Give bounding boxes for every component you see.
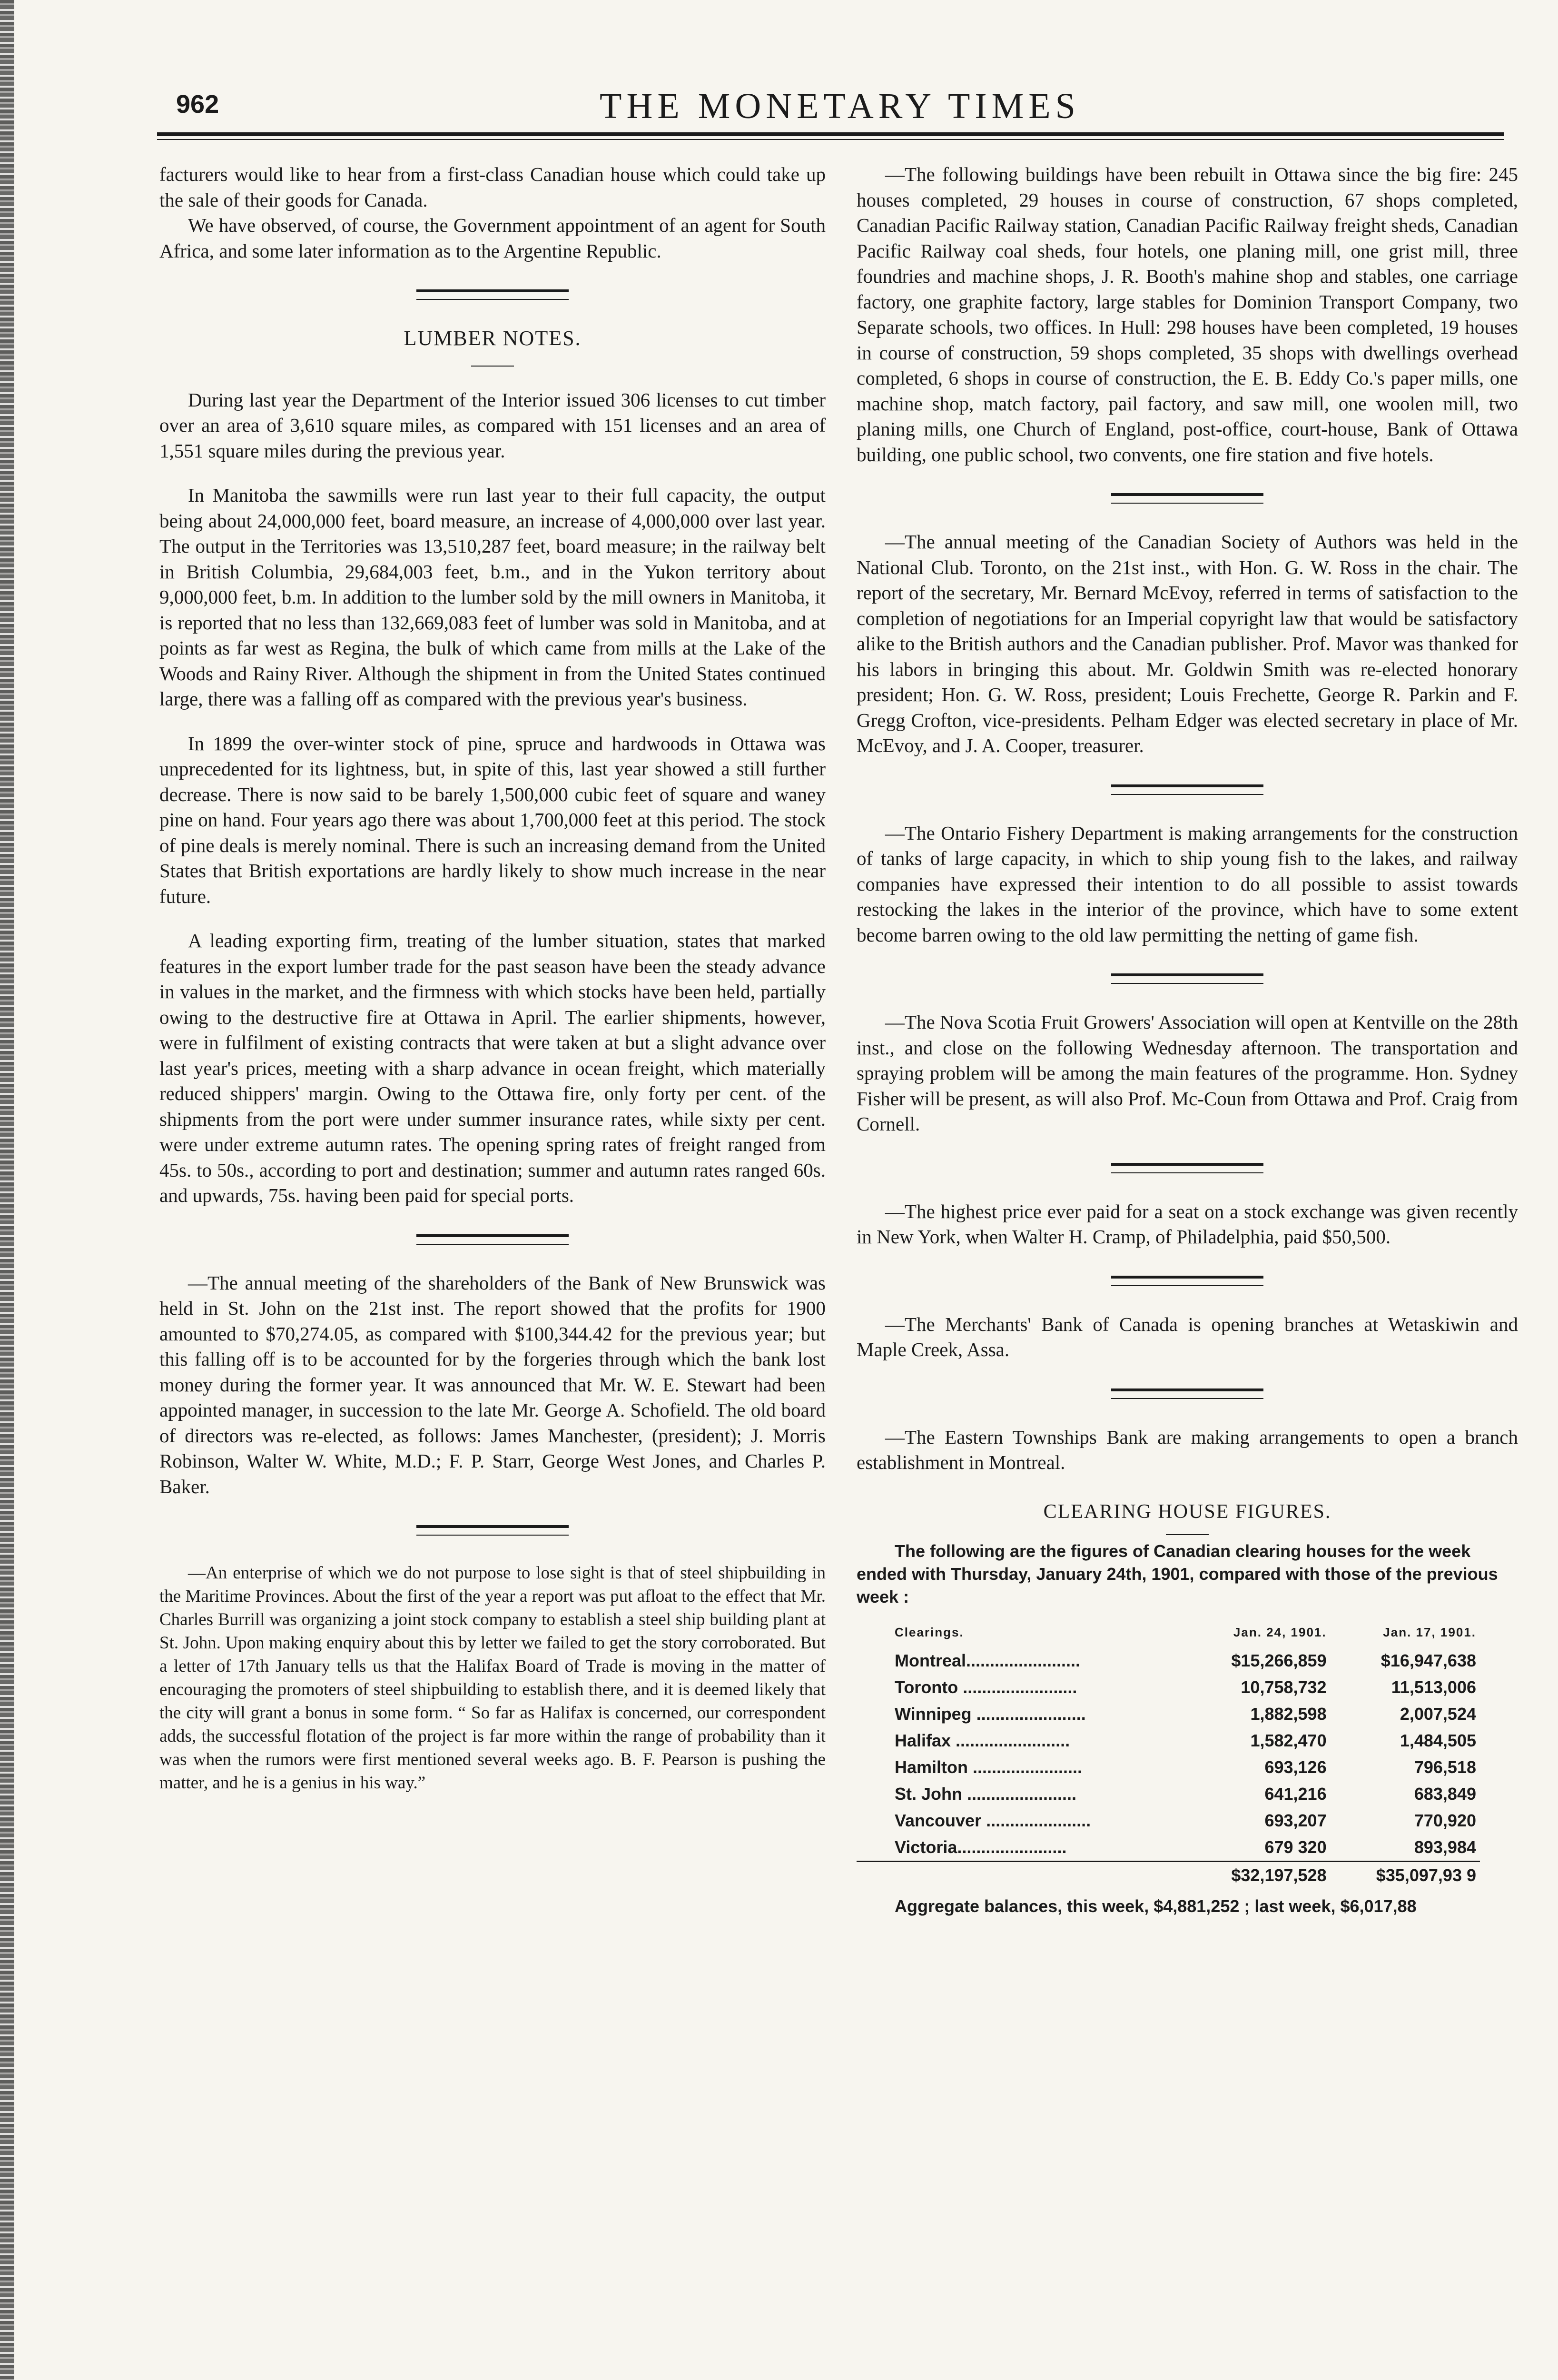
section-separator [1111,1276,1263,1286]
jan17-value: 893,984 [1414,1837,1476,1857]
city-name: Victoria....................... [895,1837,1067,1857]
bank-new-brunswick-article: —The annual meeting of the shareholders of the Bank of New Brunswick was held in St. John on the 21st inst. The report showed that the profits for 1900 amounted to $70,274.05, as compared with $100,344.42 for the previous year; but this falling off is to be accounted for by the forgeries through which the bank lost money during the former year. It was announced that Mr. W. E. Stewart had been appointed manager, in succession to the late Mr. George A. Schofield. The old board of directors was re-elected, as follows: James Manchester, (president); J. Morris Robinson, Walter W. White, M.D.; F. P. Starr, George West Jones, and Charles P. Baker. [159,1271,826,1497]
city-name: Vancouver ...................... [895,1810,1091,1830]
intro-paragraph-2: We have observed, of course, the Government appointment of an agent for South Africa, and some later information as to the Argentine Republic. [159,214,826,262]
table-row [857,1727,1480,1754]
jan24-value: 679 320 [1264,1837,1327,1857]
lumber-paragraph-3: In 1899 the over-winter stock of pine, spruce and hardwoods in Ottawa was unprecedented for its lightness, but, in spite of this, last year showed a still further decrease. There is now said to be barely 1,500,000 cubic feet of square and waney pine on hand. Four years ago there was about 1,700,000 feet at this period. The stock of pine deals is merely nominal. There is such an increasing demand from the United States that British exportations are hardly likely to show much increase in the near future. [159,732,826,907]
city-name: Halifax ........................ [895,1730,1070,1750]
section-separator [1111,1163,1263,1173]
table-row [857,1647,1480,1674]
table-row [857,1754,1480,1781]
table-row [857,1834,1480,1862]
jan24-total: $32,197,528 [1187,1861,1330,1889]
left-column [159,162,826,1795]
stock-exchange-seat-article: —The highest price ever paid for a seat on a stock exchange was given recently in New York, when Walter H. Cramp, of Philadelphia, paid $50,500. [857,1200,1518,1248]
city-name: Hamilton ....................... [895,1757,1083,1777]
steel-shipbuilding-article: —An enterprise of which we do not purpose to lose sight is that of steel shipbuilding in the Maritime Provinces. About the first of the year a report was put afloat to the effect that Mr. Charles Burrill was organizing a joint stock company to establish a steel ship building plant at St. John. Upon making enquiry about this by letter we failed to get the story corroborated. But a letter of 17th January tells us that the Halifax Board of Trade is moving in the matter of encouraging the promoters of steel shipbuilding to establish there, and it is deemed likely that the city will grant a bonus in some form. “ So far as Halifax is concerned, our correspondent adds, the successful flotation of the project is far more within the range of probability than it was when the rumors were first mentioned several weeks ago. B. F. Pearson is pushing the matter, and he is a genius in his way.” [159,1563,826,1793]
column-header-jan24: Jan. 24, 1901. [1233,1625,1327,1639]
heading-rule [471,366,514,367]
merchants-bank-article: —The Merchants' Bank of Canada is opening branches at Wetaskiwin and Maple Creek, Assa. [857,1313,1518,1360]
column-header-clearings: Clearings. [895,1625,964,1639]
section-separator [416,289,569,300]
clearing-house-table [857,1618,1480,1889]
jan17-value: $16,947,638 [1381,1650,1476,1670]
intro-paragraph-1: facturers would like to hear from a first-class Canadian house which could take up the sale of their goods for Canada. [159,163,826,211]
section-separator [1111,973,1263,984]
header-rule-thin [157,139,1504,140]
society-of-authors-article: —The annual meeting of the Canadian Society of Authors was held in the National Club. Toronto, on the 21st inst., with Hon. G. W. Ross in the chair. The report of the secretary, Mr. Bernard McEvoy, referred in terms of satisfaction to the completion of negotiations for an Imperial copyright law that would be satisfactory alike to the British authors and the Canadian publisher. Prof. Mavor was thanked for his labors in bringing this about. Mr. Goldwin Smith was re-elected honorary president; Hon. G. W. Ross, president; Louis Frechette, George R. Parkin and F. Gregg Crofton, vice-presidents. Pelham Edger was elected secretary in place of Mr. McEvoy, and J. A. Cooper, treasurer. [857,531,1518,756]
section-separator [416,1525,569,1536]
eastern-townships-bank-article: —The Eastern Townships Bank are making arrangements to open a branch establishment in Montreal. [857,1426,1518,1473]
jan17-value: 11,513,006 [1391,1677,1476,1697]
table-row [857,1701,1480,1727]
clearing-house-intro: The following are the figures of Canadian clearing houses for the week ended with Thursday, January 24th, 1901, compared with those of the previous week : [857,1541,1498,1606]
section-separator [1111,493,1263,504]
jan17-value: 2,007,524 [1400,1704,1476,1724]
ottawa-rebuilding-article: —The following buildings have been rebuilt in Ottawa since the big fire: 245 houses completed, 29 houses in course of construction, 67 shops completed, Canadian Pacific Railway station, Canadian Pacific Railway freight sheds, Canadian Pacific Railway coal sheds, four hotels, one planing mill, one grist mill, three foundries and machine shops, J. R. Booth's mahine shop and stables, one carriage factory, one graphite factory, large stables for Dominion Transport Company, two Separate schools, two offices. In Hull: 298 houses have been completed, 19 houses in course of construction, 59 shops completed, 35 shops with dwellings overhead completed, 6 shops in course of construction, the E. B. Eddy Co.'s paper mills, one machine shop, match factory, pail factory, and saw mill, one woolen mill, two planing mills, one Church of England, post-office, court-house, Bank of Ottawa building, one public school, two convents, one fire station and five hotels. [857,163,1518,466]
jan24-value: 693,207 [1264,1810,1327,1830]
header-rule-thick [157,132,1504,136]
jan17-value: 770,920 [1414,1810,1476,1830]
jan17-value: 796,518 [1414,1757,1476,1777]
section-separator [416,1234,569,1245]
fruit-growers-article: —The Nova Scotia Fruit Growers' Association will open at Kentville on the 28th inst., and close on the following Wednesday afternoon. The transportation and spraying problem will be among the main features of the programme. Hon. Sydney Fisher will be present, as will also Prof. Mc-Coun from Ottawa and Prof. Craig from Cornell. [857,1011,1518,1135]
city-name: Winnipeg ....................... [895,1704,1086,1724]
city-name: St. John ....................... [895,1784,1077,1804]
masthead-title: THE MONETARY TIMES [600,86,1080,126]
jan17-value: 1,484,505 [1400,1730,1476,1750]
table-row [857,1781,1480,1807]
aggregate-balances: Aggregate balances, this week, $4,881,252 ; last week, $6,017,88 [895,1896,1417,1916]
table-row [857,1674,1480,1701]
lumber-notes-heading: LUMBER NOTES. [404,327,582,350]
jan24-value: 10,758,732 [1241,1677,1327,1697]
jan17-total: $35,097,93 9 [1331,1861,1480,1889]
heading-rule [1166,1534,1209,1535]
city-name: Toronto ........................ [895,1677,1077,1697]
total-label [857,1861,1187,1889]
right-column [857,162,1518,1919]
jan24-value: 1,582,470 [1250,1730,1327,1750]
table-row [857,1807,1480,1834]
page-number: 962 [176,90,219,119]
jan24-value: 641,216 [1264,1784,1327,1804]
column-header-jan17: Jan. 17, 1901. [1383,1625,1476,1639]
jan17-value: 683,849 [1414,1784,1476,1804]
ontario-fishery-article: —The Ontario Fishery Department is making arrangements for the construction of tanks of large capacity, in which to ship young fish to the lakes, and railway companies have expressed their intention to do all possible to assist towards restocking the lakes in the interior of the province, which have to some extent become barren owing to the old law permitting the netting of game fish. [857,822,1518,946]
table-total-row [857,1861,1480,1889]
lumber-paragraph-2: In Manitoba the sawmills were run last year to their full capacity, the output being about 24,000,000 feet, board measure, an increase of 4,000,000 over last year. The output in the Territories was 13,510,287 feet, board measure; in the railway belt in British Columbia, 29,684,003 feet, b.m., and in the Yukon territory about 9,000,000 feet, b.m. In addition to the lumber sold by the mill owners in Manitoba, it is reported that no less than 132,669,083 feet of lumber was sold in Manitoba, and at points as far west as Regina, the bulk of which came from mills at the Lake of the Woods and Rainy River. Although the shipment in from the United States continued large, there was a falling off as compared with the previous year's business. [159,484,826,710]
section-separator [1111,1388,1263,1399]
jan24-value: $15,266,859 [1231,1650,1327,1670]
jan24-value: 693,126 [1264,1757,1327,1777]
scan-binding-edge [0,0,14,2380]
section-separator [1111,784,1263,795]
clearing-house-heading: CLEARING HOUSE FIGURES. [1043,1500,1331,1523]
jan24-value: 1,882,598 [1250,1704,1327,1724]
lumber-paragraph-1: During last year the Department of the Interior issued 306 licenses to cut timber over an area of 3,610 square miles, as compared with 151 licenses and an area of 1,551 square miles during the previous year. [159,388,826,462]
lumber-paragraph-4: A leading exporting firm, treating of the lumber situation, states that marked features in the export lumber trade for the past season have been the steady advance in values in the market, and the firmness with which stocks have been held, partially owing to the destructive fire at Ottawa in April. The earlier shipments, however, were in fulfilment of existing contracts that were taken at but a slight advance over last year's prices, meeting with a sharp advance in ocean freight, which materially reduced shippers' margin. Owing to the Ottawa fire, only forty per cent. of the shipments from the port were under summer insurance rates, while sixty per cent. were under extreme autumn rates. The opening spring rates of freight ranged from 45s. to 50s., according to port and destination; summer and autumn rates ranged 60s. and upwards, 75s. having been paid for special ports. [159,930,826,1206]
city-name: Montreal........................ [895,1650,1081,1670]
